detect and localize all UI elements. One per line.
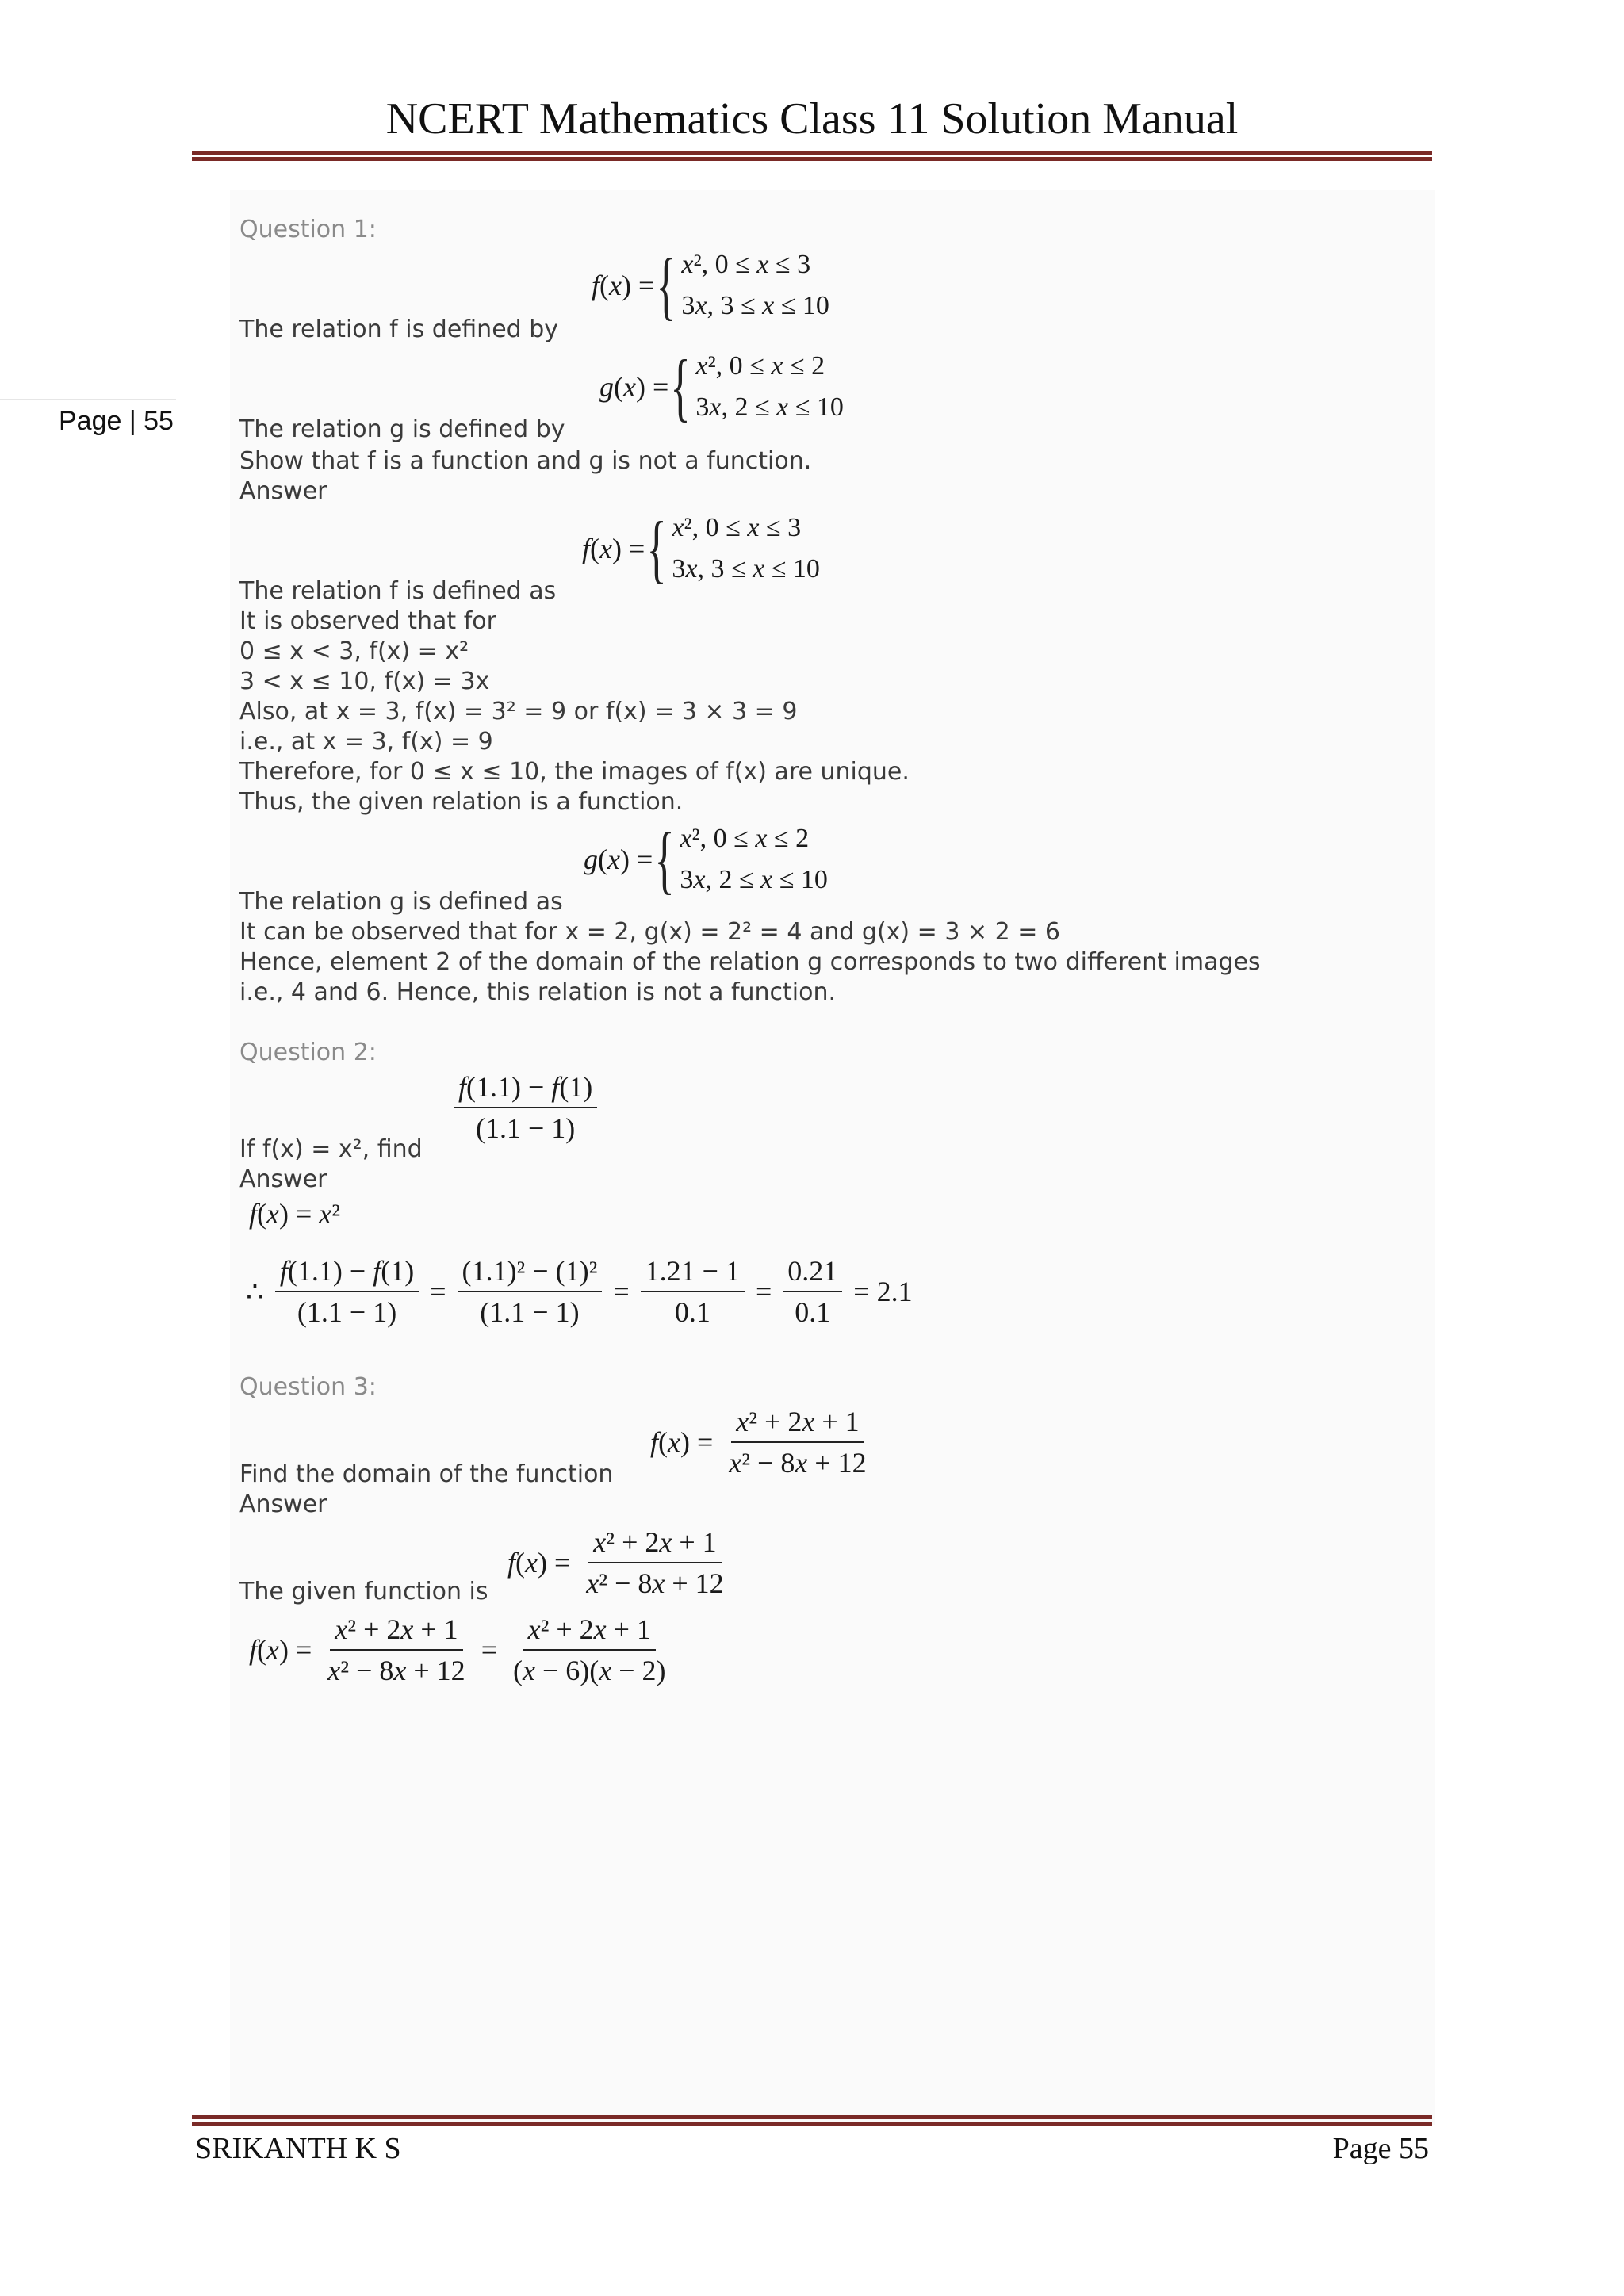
q1-hence-1: Hence, element 2 of the domain of the relation g corresponds to two different images [239, 948, 1261, 976]
q3-given-function: f(x) = $\frac{\text{x² + 2x + 1}}{\text{x² − 8x + 12}}$ [508, 1526, 724, 1599]
question-2-heading: Question 2: [239, 1039, 377, 1066]
f-piecewise-definition: f(x) = { x², 0 ≤ x ≤ 3 3x, 3 ≤ x ≤ 10 [592, 243, 829, 327]
q3-given-label: The given function is [239, 1578, 488, 1605]
g-piecewise-definition: g(x) = { x², 0 ≤ x ≤ 2 3x, 2 ≤ x ≤ 10 [599, 344, 844, 429]
f-piecewise-answer: f(x) = { x², 0 ≤ x ≤ 3 3x, 3 ≤ x ≤ 10 [582, 506, 820, 591]
q1-case-2: 3 < x ≤ 10, f(x) = 3x [239, 668, 490, 695]
q2-expression: $\frac{f(1.1) - f(1)}{(1.1 - 1)}$ [449, 1070, 602, 1145]
q1-also: Also, at x = 3, f(x) = 3² = 9 or f(x) = 3 × 3 = 9 [239, 698, 798, 725]
footer-rule [192, 2115, 1432, 2119]
q3-answer-label: Answer [239, 1490, 327, 1518]
margin-page-number: Page | 55 [59, 406, 174, 436]
q1-thus: Thus, the given relation is a function. [239, 788, 684, 816]
footer-rule-inner [192, 2122, 1432, 2126]
page-header-title: NCERT Mathematics Class 11 Solution Manual [385, 94, 1239, 144]
q1-hence-2: i.e., 4 and 6. Hence, this relation is not a function. [239, 978, 837, 1006]
q3-factored: f(x) = $\frac{\text{x² + 2x + 1}}{\text{x² − 8x + 12}}$ = $\frac{\text{x² + 2x + 1}}{(x - 6)(x - 2)}$ [249, 1613, 666, 1686]
q2-solution: ∴ $\frac{f(1.1) - f(1)}{(1.1 - 1)}$ = $\frac{\text{(1.1)² − (1)²}}{(1.1 - 1)}$ = $\frac{1.21 - 1}{0.1}$ = $\frac{0.21}{0.1}$ = 2.1 [246, 1255, 913, 1328]
q1-g-intro: The relation g is defined by [239, 415, 565, 443]
q1-therefore: Therefore, for 0 ≤ x ≤ 10, the images of f(x) are unique. [239, 758, 910, 786]
q1-observed: It is observed that for [239, 607, 496, 635]
q1-g-defined-as: The relation g is defined as [239, 888, 563, 916]
footer-author: SRIKANTH K S [195, 2132, 401, 2165]
q1-case-1: 0 ≤ x < 3, f(x) = x² [239, 637, 469, 665]
q1-ie: i.e., at x = 3, f(x) = 9 [239, 728, 493, 756]
header-rule-inner [192, 157, 1432, 161]
q1-f-intro: The relation f is defined by [239, 316, 559, 343]
q3-prompt: Find the domain of the function [239, 1460, 614, 1488]
q1-answer-label: Answer [239, 477, 327, 505]
q3-function: f(x) = $\frac{\text{x² + 2x + 1}}{\text{x² − 8x + 12}}$ [650, 1406, 867, 1479]
q1-f-defined-as: The relation f is defined as [239, 577, 557, 605]
margin-divider [0, 399, 176, 400]
footer-page-number: Page 55 [1332, 2132, 1429, 2165]
q2-answer-label: Answer [239, 1165, 327, 1193]
q1-g-observed: It can be observed that for x = 2, g(x) = 2² = 4 and g(x) = 3 × 2 = 6 [239, 918, 1061, 946]
g-piecewise-answer: g(x) = { x², 0 ≤ x ≤ 2 3x, 2 ≤ x ≤ 10 [584, 817, 828, 901]
q2-given: f(x) = x² [249, 1198, 341, 1230]
q2-prompt: If f(x) = x², find [239, 1135, 423, 1163]
question-3-heading: Question 3: [239, 1373, 377, 1401]
question-1-heading: Question 1: [239, 216, 377, 243]
q1-show: Show that f is a function and g is not a function. [239, 447, 812, 475]
header-rule [192, 151, 1432, 155]
